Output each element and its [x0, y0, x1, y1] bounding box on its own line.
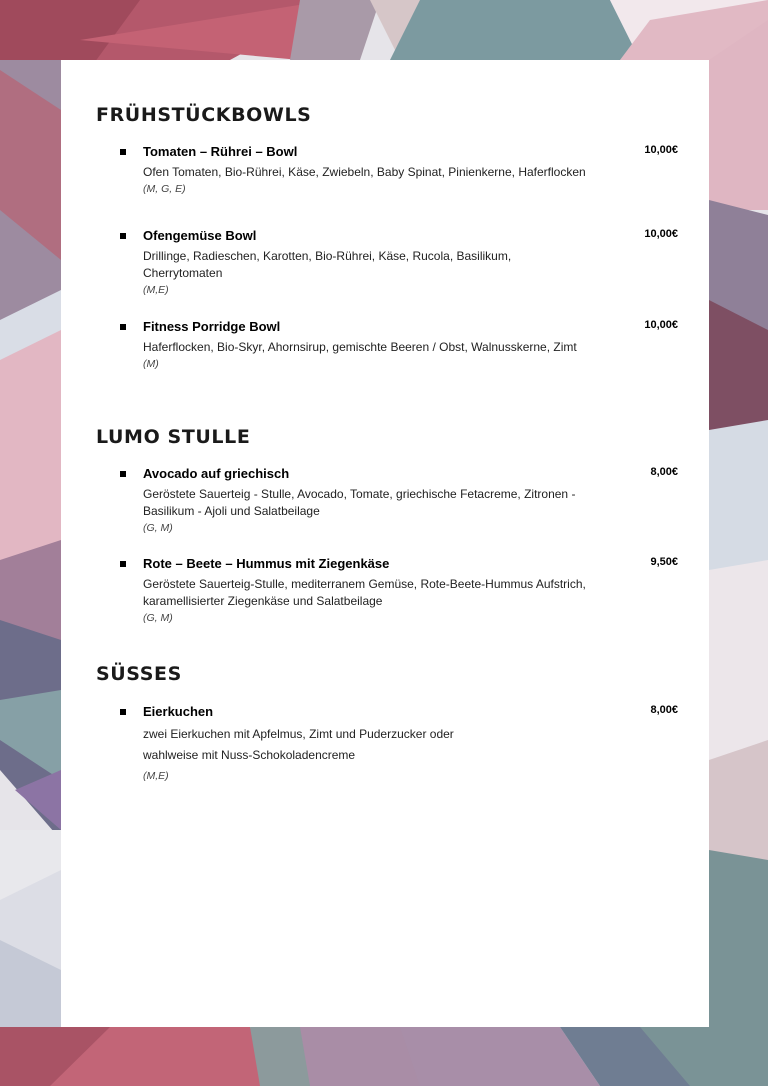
item-name: Rote – Beete – Hummus mit Ziegenkäse: [143, 556, 390, 571]
item-price: 10,00€: [644, 144, 678, 156]
item-description-block: [143, 486, 588, 537]
bullet-icon: [120, 233, 126, 239]
bullet-icon: [120, 709, 126, 715]
item-description: Geröstete Sauerteig - Stulle, Avocado, Tomate, griechische Fetacreme, Zitronen - Basilikum - Ajoli und Salatbeilage: [143, 487, 576, 518]
section-title-suesses: SÜSSES: [96, 663, 182, 685]
item-description-block: [143, 724, 488, 787]
bullet-icon: [120, 324, 126, 330]
item-allergens: (G, M): [143, 522, 173, 534]
item-price: 10,00€: [644, 319, 678, 331]
bullet-icon: [120, 471, 126, 477]
item-price: 8,00€: [650, 704, 678, 716]
item-description: Haferflocken, Bio-Skyr, Ahornsirup, gemischte Beeren / Obst, Walnusskerne, Zimt: [143, 340, 577, 354]
item-description-block: [143, 339, 588, 373]
item-name: Ofengemüse Bowl: [143, 228, 257, 243]
bullet-icon: [120, 561, 126, 567]
item-price: 10,00€: [644, 228, 678, 240]
item-price: 9,50€: [650, 556, 678, 568]
section-title-fruehstueckbowls: FRÜHSTÜCKBOWLS: [96, 104, 312, 126]
item-price: 8,00€: [650, 466, 678, 478]
section-title-lumo-stulle: LUMO STULLE: [96, 426, 251, 448]
menu-card: [61, 60, 709, 1027]
item-description-block: [143, 248, 588, 299]
item-name: Eierkuchen: [143, 704, 214, 719]
item-description: Geröstete Sauerteig-Stulle, mediterranem Gemüse, Rote-Beete-Hummus Aufstrich, karamellisierter Ziegenkäse und Salatbeilage: [143, 577, 586, 608]
item-description: Ofen Tomaten, Bio-Rührei, Käse, Zwiebeln, Baby Spinat, Pinienkerne, Haferflocken: [143, 165, 586, 179]
item-allergens: (M,E): [143, 284, 169, 296]
item-description: zwei Eierkuchen mit Apfelmus, Zimt und Puderzucker oder wahlweise mit Nuss-Schokoladencreme: [143, 727, 454, 762]
item-description-block: [143, 164, 588, 198]
item-allergens: (M, G, E): [143, 183, 186, 195]
item-description: Drillinge, Radieschen, Karotten, Bio-Rührei, Käse, Rucola, Basilikum, Cherrytomaten: [143, 249, 512, 280]
item-allergens: (G, M): [143, 612, 173, 624]
item-description-block: [143, 576, 588, 627]
item-name: Tomaten – Rührei – Bowl: [143, 144, 298, 159]
bullet-icon: [120, 149, 126, 155]
item-name: Fitness Porridge Bowl: [143, 319, 281, 334]
item-allergens: (M,E): [143, 770, 169, 782]
item-allergens: (M): [143, 358, 159, 370]
item-name: Avocado auf griechisch: [143, 466, 290, 481]
